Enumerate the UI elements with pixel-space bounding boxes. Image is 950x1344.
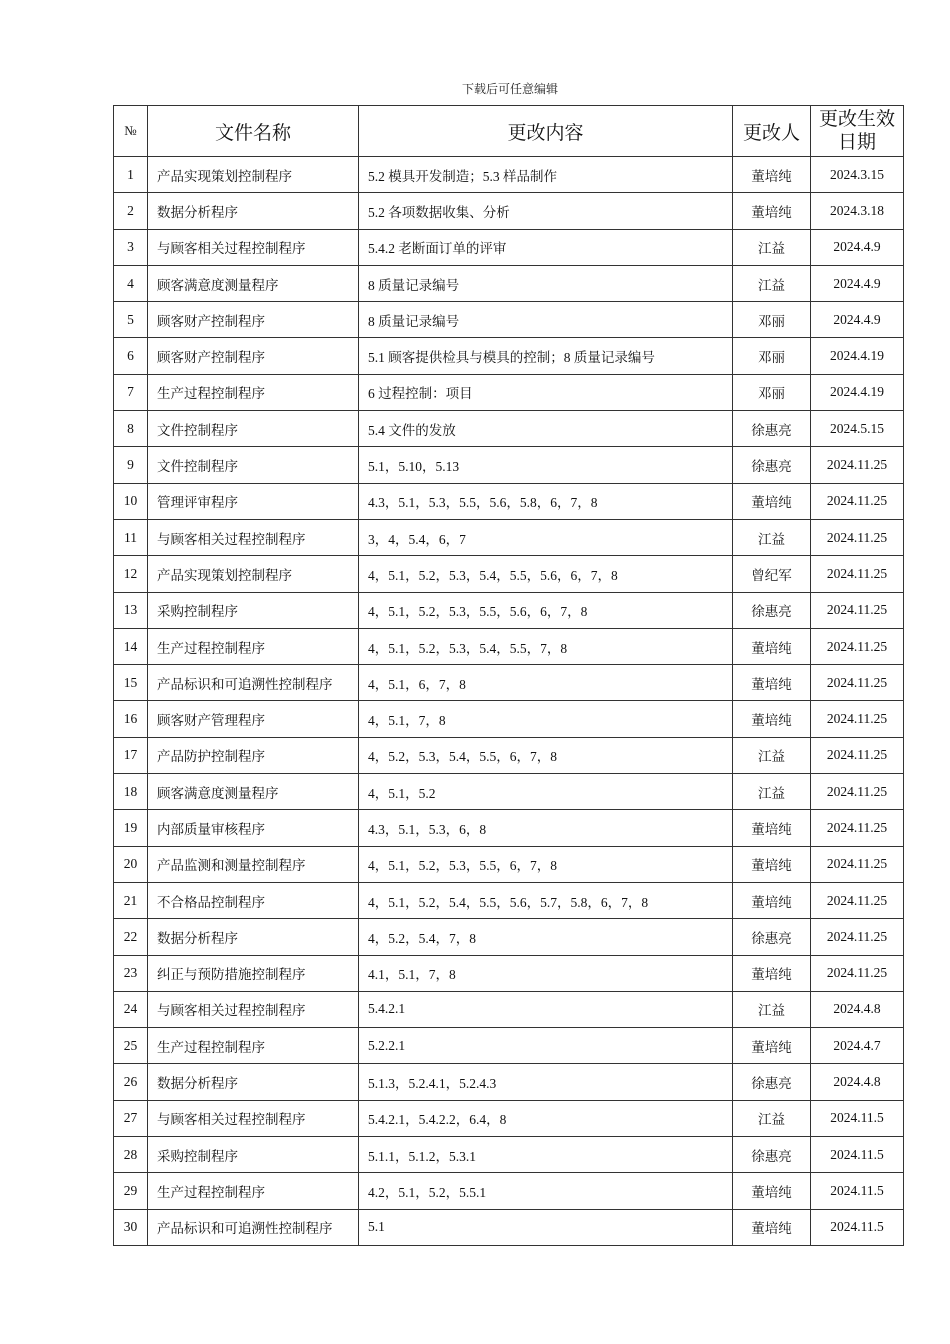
cell-file-name: 产品实现策划控制程序 — [148, 556, 359, 592]
cell-changed-by: 董培纯 — [733, 846, 811, 882]
cell-change-content: 4，5.1，6，7，8 — [359, 665, 733, 701]
cell-file-name: 产品标识和可追溯性控制程序 — [148, 665, 359, 701]
cell-no: 7 — [114, 374, 148, 410]
cell-no: 21 — [114, 882, 148, 918]
cell-effective-date: 2024.11.5 — [811, 1173, 904, 1209]
cell-changed-by: 徐惠亮 — [733, 1064, 811, 1100]
cell-change-content: 5.4 文件的发放 — [359, 411, 733, 447]
cell-changed-by: 徐惠亮 — [733, 592, 811, 628]
cell-file-name: 产品标识和可追溯性控制程序 — [148, 1209, 359, 1245]
cell-no: 20 — [114, 846, 148, 882]
table-row — [114, 447, 904, 483]
cell-no: 16 — [114, 701, 148, 737]
cell-no: 6 — [114, 338, 148, 374]
cell-changed-by: 江益 — [733, 519, 811, 555]
cell-file-name: 采购控制程序 — [148, 1137, 359, 1173]
cell-effective-date: 2024.4.19 — [811, 338, 904, 374]
cell-file-name: 顾客财产管理程序 — [148, 701, 359, 737]
cell-file-name: 与顾客相关过程控制程序 — [148, 1100, 359, 1136]
table-row — [114, 701, 904, 737]
cell-change-content: 5.1，5.10，5.13 — [359, 447, 733, 483]
cell-no: 3 — [114, 229, 148, 265]
cell-changed-by: 徐惠亮 — [733, 411, 811, 447]
cell-no: 10 — [114, 483, 148, 519]
cell-change-content: 4，5.2，5.4，7，8 — [359, 919, 733, 955]
table-row — [114, 737, 904, 773]
cell-changed-by: 邓丽 — [733, 338, 811, 374]
change-log-table — [113, 105, 904, 1246]
table-row — [114, 1209, 904, 1245]
cell-changed-by: 邓丽 — [733, 374, 811, 410]
cell-effective-date: 2024.4.9 — [811, 302, 904, 338]
cell-effective-date: 2024.11.25 — [811, 810, 904, 846]
table-row — [114, 665, 904, 701]
cell-file-name: 产品防护控制程序 — [148, 737, 359, 773]
cell-effective-date: 2024.11.25 — [811, 846, 904, 882]
table-row — [114, 628, 904, 664]
cell-changed-by: 江益 — [733, 737, 811, 773]
cell-effective-date: 2024.11.25 — [811, 665, 904, 701]
cell-change-content: 4，5.1，5.2，5.3，5.4，5.5，7，8 — [359, 628, 733, 664]
cell-change-content: 4.2，5.1，5.2，5.5.1 — [359, 1173, 733, 1209]
table-row — [114, 1028, 904, 1064]
cell-file-name: 生产过程控制程序 — [148, 374, 359, 410]
cell-effective-date: 2024.11.25 — [811, 955, 904, 991]
cell-no: 25 — [114, 1028, 148, 1064]
cell-file-name: 顾客财产控制程序 — [148, 338, 359, 374]
cell-change-content: 4，5.1，5.2，5.3，5.4，5.5，5.6，6，7，8 — [359, 556, 733, 592]
table-row — [114, 302, 904, 338]
cell-file-name: 生产过程控制程序 — [148, 1028, 359, 1064]
cell-changed-by: 董培纯 — [733, 1209, 811, 1245]
cell-effective-date: 2024.11.25 — [811, 774, 904, 810]
cell-effective-date: 2024.4.7 — [811, 1028, 904, 1064]
table-row — [114, 193, 904, 229]
cell-no: 29 — [114, 1173, 148, 1209]
cell-effective-date: 2024.4.8 — [811, 991, 904, 1027]
cell-changed-by: 江益 — [733, 1100, 811, 1136]
cell-changed-by: 徐惠亮 — [733, 1137, 811, 1173]
cell-change-content: 6 过程控制：项目 — [359, 374, 733, 410]
cell-effective-date: 2024.11.25 — [811, 919, 904, 955]
cell-change-content: 8 质量记录编号 — [359, 265, 733, 301]
cell-no: 13 — [114, 592, 148, 628]
cell-changed-by: 徐惠亮 — [733, 919, 811, 955]
cell-file-name: 文件控制程序 — [148, 447, 359, 483]
cell-effective-date: 2024.4.19 — [811, 374, 904, 410]
cell-changed-by: 江益 — [733, 229, 811, 265]
table-row — [114, 483, 904, 519]
cell-no: 9 — [114, 447, 148, 483]
cell-change-content: 5.2 各项数据收集、分析 — [359, 193, 733, 229]
cell-file-name: 文件控制程序 — [148, 411, 359, 447]
cell-file-name: 生产过程控制程序 — [148, 1173, 359, 1209]
cell-changed-by: 董培纯 — [733, 628, 811, 664]
cell-effective-date: 2024.11.25 — [811, 556, 904, 592]
cell-file-name: 纠正与预防措施控制程序 — [148, 955, 359, 991]
cell-changed-by: 董培纯 — [733, 955, 811, 991]
cell-no: 18 — [114, 774, 148, 810]
cell-no: 14 — [114, 628, 148, 664]
cell-file-name: 数据分析程序 — [148, 1064, 359, 1100]
cell-effective-date: 2024.11.5 — [811, 1209, 904, 1245]
cell-changed-by: 董培纯 — [733, 193, 811, 229]
cell-file-name: 顾客满意度测量程序 — [148, 774, 359, 810]
table-row — [114, 519, 904, 555]
cell-change-content: 4，5.1，5.2，5.4，5.5，5.6，5.7，5.8，6，7，8 — [359, 882, 733, 918]
cell-effective-date: 2024.4.8 — [811, 1064, 904, 1100]
cell-file-name: 生产过程控制程序 — [148, 628, 359, 664]
cell-file-name: 产品实现策划控制程序 — [148, 157, 359, 193]
cell-changed-by: 董培纯 — [733, 665, 811, 701]
table-row — [114, 846, 904, 882]
cell-changed-by: 董培纯 — [733, 701, 811, 737]
cell-effective-date: 2024.4.9 — [811, 229, 904, 265]
cell-no: 17 — [114, 737, 148, 773]
cell-changed-by: 董培纯 — [733, 810, 811, 846]
cell-file-name: 顾客财产控制程序 — [148, 302, 359, 338]
table-row — [114, 592, 904, 628]
cell-changed-by: 徐惠亮 — [733, 447, 811, 483]
cell-file-name: 产品监测和测量控制程序 — [148, 846, 359, 882]
cell-effective-date: 2024.4.9 — [811, 265, 904, 301]
cell-effective-date: 2024.11.25 — [811, 483, 904, 519]
cell-changed-by: 董培纯 — [733, 1028, 811, 1064]
cell-effective-date: 2024.11.5 — [811, 1137, 904, 1173]
cell-no: 26 — [114, 1064, 148, 1100]
cell-no: 15 — [114, 665, 148, 701]
cell-change-content: 3，4，5.4，6，7 — [359, 519, 733, 555]
column-header-effective-date: 更改生效日期 — [811, 106, 904, 157]
cell-effective-date: 2024.11.25 — [811, 701, 904, 737]
cell-no: 2 — [114, 193, 148, 229]
cell-effective-date: 2024.11.5 — [811, 1100, 904, 1136]
column-header-change-content: 更改内容 — [359, 106, 733, 157]
cell-changed-by: 江益 — [733, 991, 811, 1027]
cell-no: 4 — [114, 265, 148, 301]
cell-effective-date: 2024.11.25 — [811, 447, 904, 483]
cell-no: 11 — [114, 519, 148, 555]
header-note: 下载后可任意编辑 — [461, 82, 558, 96]
cell-file-name: 不合格品控制程序 — [148, 882, 359, 918]
table-row — [114, 1100, 904, 1136]
cell-effective-date: 2024.11.25 — [811, 882, 904, 918]
cell-no: 8 — [114, 411, 148, 447]
cell-file-name: 采购控制程序 — [148, 592, 359, 628]
cell-change-content: 4，5.1，5.2 — [359, 774, 733, 810]
cell-changed-by: 董培纯 — [733, 1173, 811, 1209]
table-row — [114, 157, 904, 193]
cell-change-content: 5.2 模具开发制造；5.3 样品制作 — [359, 157, 733, 193]
cell-change-content: 5.2.2.1 — [359, 1028, 733, 1064]
cell-no: 5 — [114, 302, 148, 338]
cell-no: 24 — [114, 991, 148, 1027]
table-row — [114, 229, 904, 265]
cell-no: 12 — [114, 556, 148, 592]
cell-file-name: 与顾客相关过程控制程序 — [148, 519, 359, 555]
table-row — [114, 374, 904, 410]
cell-changed-by: 江益 — [733, 774, 811, 810]
cell-change-content: 5.4.2 老断面订单的评审 — [359, 229, 733, 265]
cell-no: 23 — [114, 955, 148, 991]
cell-change-content: 5.4.2.1 — [359, 991, 733, 1027]
cell-effective-date: 2024.11.25 — [811, 592, 904, 628]
table-row — [114, 955, 904, 991]
cell-change-content: 4，5.1，5.2，5.3，5.5，5.6，6，7，8 — [359, 592, 733, 628]
cell-changed-by: 董培纯 — [733, 157, 811, 193]
cell-changed-by: 董培纯 — [733, 882, 811, 918]
cell-change-content: 5.1.1，5.1.2，5.3.1 — [359, 1137, 733, 1173]
cell-effective-date: 2024.3.18 — [811, 193, 904, 229]
cell-change-content: 5.1 — [359, 1209, 733, 1245]
cell-no: 27 — [114, 1100, 148, 1136]
cell-change-content: 4，5.1，7，8 — [359, 701, 733, 737]
cell-no: 22 — [114, 919, 148, 955]
cell-change-content: 5.1.3，5.2.4.1，5.2.4.3 — [359, 1064, 733, 1100]
cell-change-content: 4，5.2，5.3，5.4，5.5，6，7，8 — [359, 737, 733, 773]
column-header-changed-by: 更改人 — [733, 106, 811, 157]
cell-change-content: 4.1，5.1，7，8 — [359, 955, 733, 991]
cell-file-name: 管理评审程序 — [148, 483, 359, 519]
table-row — [114, 882, 904, 918]
table-row — [114, 810, 904, 846]
cell-changed-by: 江益 — [733, 265, 811, 301]
cell-no: 19 — [114, 810, 148, 846]
cell-effective-date: 2024.11.25 — [811, 737, 904, 773]
cell-effective-date: 2024.11.25 — [811, 628, 904, 664]
cell-changed-by: 曾纪军 — [733, 556, 811, 592]
cell-change-content: 5.4.2.1，5.4.2.2，6.4，8 — [359, 1100, 733, 1136]
table-row — [114, 919, 904, 955]
cell-file-name: 数据分析程序 — [148, 919, 359, 955]
table-row — [114, 265, 904, 301]
cell-file-name: 数据分析程序 — [148, 193, 359, 229]
cell-effective-date: 2024.5.15 — [811, 411, 904, 447]
table-row — [114, 1137, 904, 1173]
column-header-file-name: 文件名称 — [148, 106, 359, 157]
cell-change-content: 5.1 顾客提供检具与模具的控制；8 质量记录编号 — [359, 338, 733, 374]
cell-file-name: 顾客满意度测量程序 — [148, 265, 359, 301]
table-row — [114, 338, 904, 374]
column-header-no: № — [114, 106, 148, 157]
cell-file-name: 内部质量审核程序 — [148, 810, 359, 846]
cell-changed-by: 邓丽 — [733, 302, 811, 338]
table-row — [114, 774, 904, 810]
cell-file-name: 与顾客相关过程控制程序 — [148, 229, 359, 265]
table-row — [114, 556, 904, 592]
cell-file-name: 与顾客相关过程控制程序 — [148, 991, 359, 1027]
table-row — [114, 1173, 904, 1209]
table-row — [114, 1064, 904, 1100]
cell-change-content: 8 质量记录编号 — [359, 302, 733, 338]
table-row — [114, 991, 904, 1027]
cell-changed-by: 董培纯 — [733, 483, 811, 519]
table-header-row — [114, 106, 904, 157]
table-row — [114, 411, 904, 447]
cell-effective-date: 2024.11.25 — [811, 519, 904, 555]
cell-no: 30 — [114, 1209, 148, 1245]
table-body — [114, 157, 904, 1246]
cell-effective-date: 2024.3.15 — [811, 157, 904, 193]
cell-change-content: 4.3，5.1，5.3，6，8 — [359, 810, 733, 846]
cell-no: 28 — [114, 1137, 148, 1173]
cell-change-content: 4.3，5.1，5.3，5.5，5.6，5.8，6，7，8 — [359, 483, 733, 519]
cell-no: 1 — [114, 157, 148, 193]
cell-change-content: 4，5.1，5.2，5.3，5.5，6，7，8 — [359, 846, 733, 882]
